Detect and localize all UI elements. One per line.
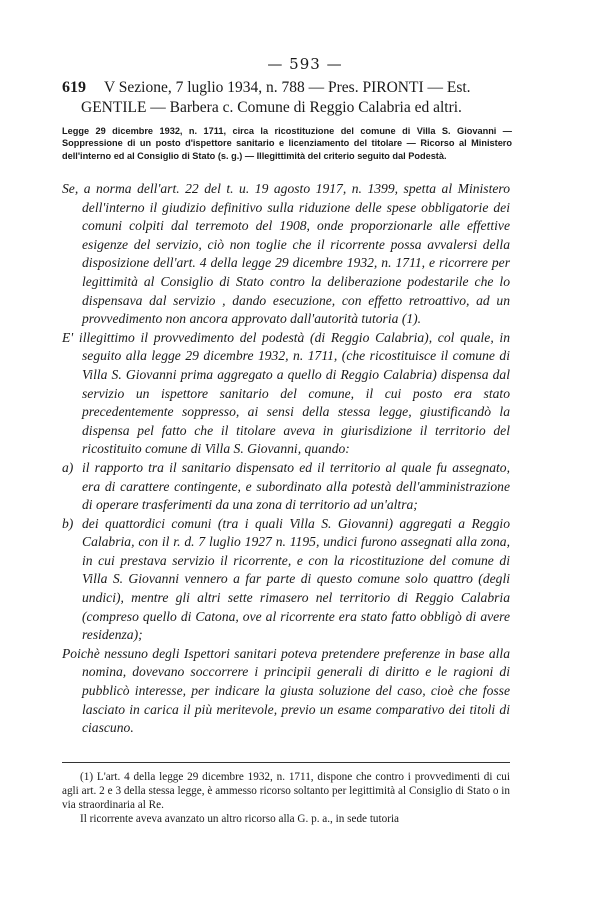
ruling-item-b xyxy=(62,515,510,645)
footnote-1: (1) L'art. 4 della legge 29 dicembre 1932, n. 1711, dispone che contro i provvedimenti di cui agli art. 2 e 3 della stessa legge, è ammesso ricorso soltanto per legittimità al Consiglio di Stato o in via straordinaria al Re. xyxy=(62,771,510,811)
ruling-paragraph-1: Se, a norma dell'art. 22 del t. u. 19 agosto 1917, n. 1399, spetta al Ministero dell'interno il giudizio definitivo sulla riduzione delle spese obbligatorie dei comuni colpiti dal terremoto del 1908, onde proporzionarle alle effettive esigenze del servizio, ciò non toglie che il ricorrente possa avvalersi della disposizione dell'art. 4 della legge 29 dicembre 1932, n. 1711, e ricorrere per legittimità al Consiglio di Stato contro la deliberazione podestarile che lo dispensava dal servizio , dando esecuzione, con effetto retroattivo, ad un provvedimento non ancora approvato dall'autorità tutoria (1). xyxy=(62,181,510,327)
ruling-paragraph-2: E' illegittimo il provvedimento del podestà (di Reggio Calabria), col quale, in seguito alla legge 29 dicembre 1932, n. 1711, (che ricostituisce il comune di Villa S. Giovanni prima aggregato a quello di Reggio Calabria) dispensa dal servizio un ispettore sanitario del comune, il cui posto era stato precedentemente soppresso, ai sensi della stessa legge, giustificandò la dispensa pel fatto che il titolare aveva in giurisdizione il territorio del ricostituito comune di Villa S. Giovanni, quando: xyxy=(62,329,510,457)
item-label-a: a) xyxy=(62,459,74,475)
footnotes xyxy=(62,770,510,826)
item-text-b: dei quattordici comuni (tra i quali Villa S. Giovanni) aggregati a Reggio Calabria, con il r. d. 7 luglio 1927 n. 1195, undici furono assegnati alla zona, in cui prestava servizio il ricorrente, e con la ricostituzione del comune di Villa S. Giovanni vennero a far parte di questo comune solo quattro (degli undici), mentre gli altri sette rimasero nel territorio di Reggio Calabria (compreso quello di Catona, ove al ricorrente era stato fatto obbligò di avere residenza); xyxy=(82,515,510,643)
item-text-a: il rapporto tra il sanitario dispensato ed il territorio al quale fu assegnato, era di carattere contingente, e subordinato alla potestà dell'amministrazione di operare trasferimenti da una zona di territorio ad un'altra; xyxy=(82,459,510,513)
item-label-b: b) xyxy=(62,515,74,531)
case-header-line-2: GENTILE — Barbera c. Comune di Reggio Calabria ed altri. xyxy=(81,99,462,116)
ruling-text xyxy=(62,180,510,738)
case-number: 619 xyxy=(62,79,86,96)
case-summary: Legge 29 dicembre 1932, n. 1711, circa la ricostituzione del comune di Villa S. Giovanni — Soppressione di un posto d'ispettore sanitario e licenziamento del titolare — Ricorso al Ministero dell'interno ed al Consiglio di Stato (s. g.) — Illegittimità del criterio seguito dal Podestà. xyxy=(62,126,512,161)
footnote-divider xyxy=(62,762,510,763)
page-number: — 593 — xyxy=(267,55,343,73)
ruling-item-a xyxy=(62,459,510,515)
case-header-line-1: V Sezione, 7 luglio 1934, n. 788 — Pres. PIRONTI — Est. xyxy=(104,79,471,96)
footnote-2: Il ricorrente aveva avanzato un altro ricorso alla G. p. a., in sede tutoria xyxy=(80,813,400,825)
ruling-paragraph-3: Poichè nessuno degli Ispettori sanitari poteva pretendere preferenze in base alla nomina, dovevano soccorrere i principii generali di diritto e le ragioni di pubblicò interesse, per indicare la giusta soluzione del caso, cioè che fosse lasciato in carica il più meritevole, previo un esame comparativo dei titoli di ciascuno. xyxy=(62,645,510,736)
